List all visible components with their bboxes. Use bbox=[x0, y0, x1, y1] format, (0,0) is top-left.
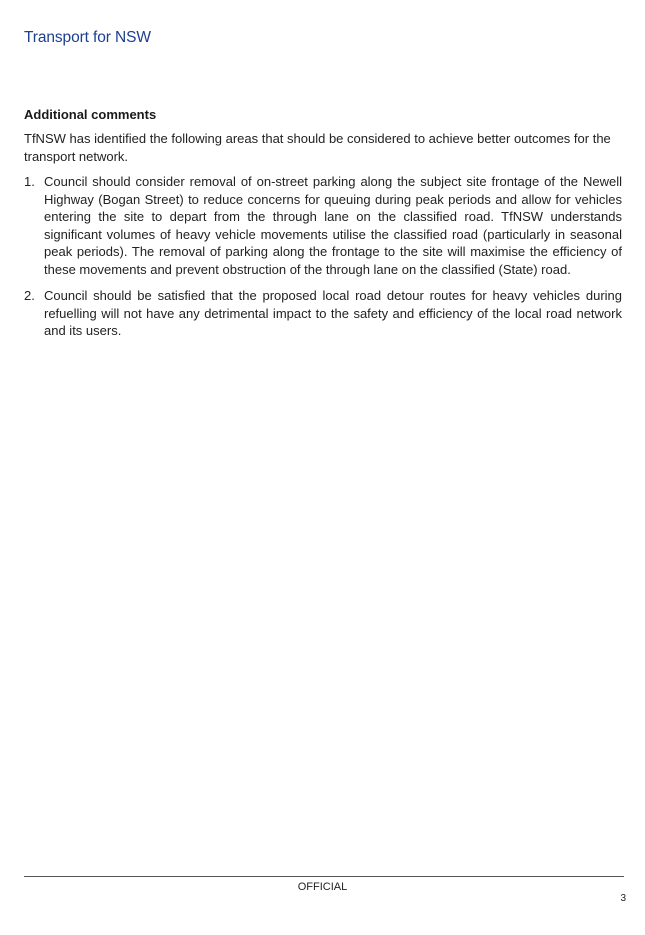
intro-paragraph: TfNSW has identified the following areas that should be considered to achieve better outcomes for the transport network. bbox=[24, 131, 611, 164]
comment-number: 1. bbox=[24, 174, 35, 189]
section-heading: Additional comments bbox=[24, 107, 157, 122]
comment-number: 2. bbox=[24, 288, 35, 303]
footer-divider bbox=[24, 876, 624, 877]
page-number: 3 bbox=[620, 893, 626, 904]
comment-text: Council should consider removal of on-street parking along the subject site frontage of the Newell Highway (Bogan Street) to reduce concerns for queuing during peak periods and allow for vehicles entering the site to depart from the through lane on the classified road. TfNSW understands significant volumes of heavy vehicle movements utilise the classified road (particularly in seasonal peak periods). The removal of parking along the frontage to the site will maximise the efficiency of these movements and prevent obstruction of the through lane on the classified (State) road. bbox=[44, 174, 622, 277]
comment-text: Council should be satisfied that the proposed local road detour routes for heavy vehicles during refuelling will not have any detrimental impact to the safety and efficiency of the local road network and its users. bbox=[44, 288, 622, 338]
footer-classification: OFFICIAL bbox=[297, 881, 348, 893]
header-brand: Transport for NSW bbox=[24, 29, 151, 46]
comment-item-2 bbox=[24, 287, 622, 340]
comment-list bbox=[24, 173, 622, 349]
comment-item-1 bbox=[24, 173, 622, 278]
